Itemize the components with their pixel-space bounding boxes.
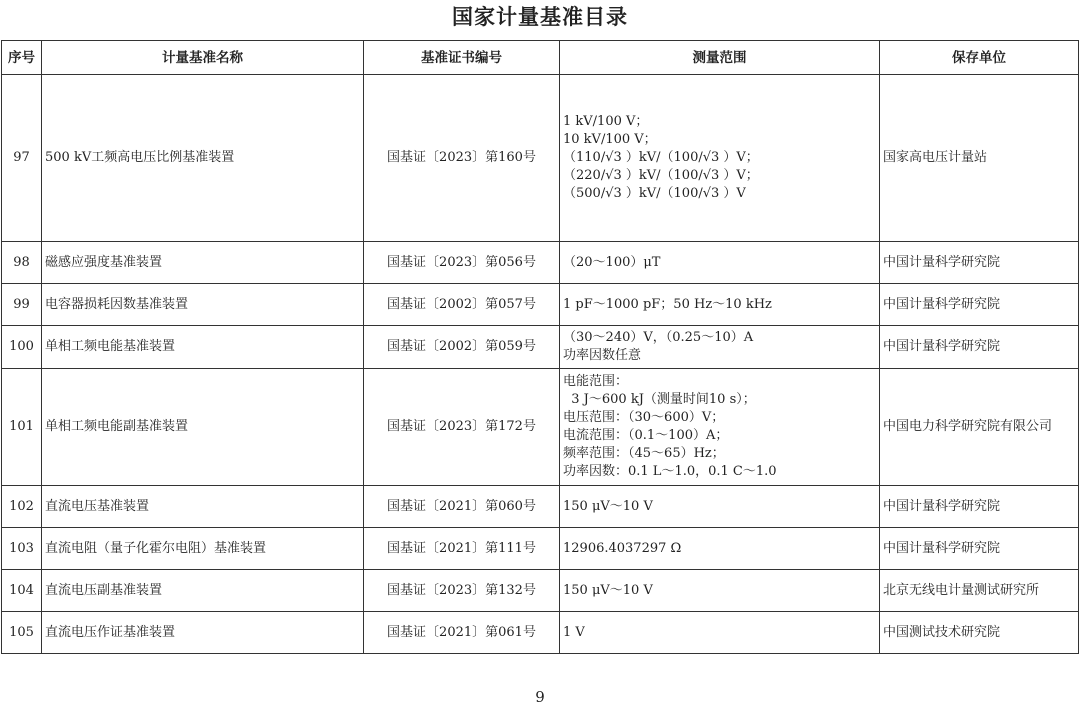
cell-certificate-no: 国基证〔2023〕第056号 [364,242,560,284]
range-line: 电压范围：（30～600）V； [563,410,725,425]
header-custodian: 保存单位 [880,41,1079,75]
cell-standard-name: 单相工频电能基准装置 [42,326,364,369]
table-row [2,242,1079,284]
header-serial-no: 序号 [2,41,42,75]
range-line: （20～100）μT [563,254,661,270]
cell-standard-name: 直流电阻（量子化霍尔电阻）基准装置 [42,528,364,570]
cell-certificate-no: 国基证〔2021〕第060号 [364,486,560,528]
cell-serial-no: 97 [2,75,42,242]
range-line: （110/√3 ）kV/（100/√3 ）V； [563,150,759,165]
range-line: 12906.4037297 Ω [563,540,682,556]
cell-standard-name: 直流电压副基准装置 [42,570,364,612]
cell-custodian: 北京无线电计量测试研究所 [880,570,1079,612]
cell-custodian: 中国计量科学研究院 [880,326,1079,369]
cell-custodian: 中国计量科学研究院 [880,486,1079,528]
range-line: 1 pF～1000 pF；50 Hz～10 kHz [563,296,772,312]
cell-standard-name: 500 kV工频高电压比例基准装置 [42,75,364,242]
cell-certificate-no: 国基证〔2023〕第172号 [364,369,560,486]
cell-certificate-no: 国基证〔2002〕第057号 [364,284,560,326]
range-line: 1 kV/100 V； [563,114,649,129]
cell-standard-name: 直流电压基准装置 [42,486,364,528]
range-line: 电流范围：（0.1～100）A； [563,428,729,443]
cell-measurement-range [560,242,880,284]
range-line: 10 kV/100 V； [563,132,657,147]
cell-measurement-range [560,75,880,242]
cell-serial-no: 102 [2,486,42,528]
table-row [2,528,1079,570]
cell-serial-no: 99 [2,284,42,326]
cell-certificate-no: 国基证〔2002〕第059号 [364,326,560,369]
cell-custodian: 中国计量科学研究院 [880,284,1079,326]
cell-certificate-no: 国基证〔2021〕第111号 [364,528,560,570]
range-line: 1 V [563,624,585,640]
cell-measurement-range [560,612,880,654]
cell-certificate-no: 国基证〔2023〕第160号 [364,75,560,242]
cell-measurement-range [560,326,880,369]
range-line: 电能范围： [563,374,629,389]
table-row [2,326,1079,369]
range-line: 频率范围：（45～65）Hz； [563,446,725,461]
page-number: 9 [535,688,545,706]
cell-custodian: 中国测试技术研究院 [880,612,1079,654]
cell-standard-name: 直流电压作证基准装置 [42,612,364,654]
range-line: 150 μV～10 V [563,582,653,598]
header-standard-name: 计量基准名称 [42,41,364,75]
range-line: 3 J～600 kJ（测量时间10 s）； [563,392,756,407]
cell-serial-no: 104 [2,570,42,612]
cell-serial-no: 105 [2,612,42,654]
header-certificate-no: 基准证书编号 [364,41,560,75]
range-line: （220/√3 ）kV/（100/√3 ）V； [563,168,759,183]
range-line: 功率因数：0.1 L～1.0，0.1 C～1.0 [563,464,777,479]
cell-measurement-range [560,369,880,486]
cell-serial-no: 103 [2,528,42,570]
range-line: （500/√3 ）kV/（100/√3 ）V [563,186,746,201]
cell-measurement-range [560,284,880,326]
range-line: 功率因数任意 [563,348,642,363]
range-line: 150 μV～10 V [563,498,653,514]
page-title: 国家计量基准目录 [452,5,628,29]
cell-custodian: 中国计量科学研究院 [880,242,1079,284]
cell-serial-no: 98 [2,242,42,284]
cell-certificate-no: 国基证〔2021〕第061号 [364,612,560,654]
cell-custodian: 中国计量科学研究院 [880,528,1079,570]
table-row [2,369,1079,486]
header-measurement-range: 测量范围 [560,41,880,75]
cell-measurement-range [560,486,880,528]
standards-table [1,40,1079,654]
table-row [2,570,1079,612]
cell-custodian: 中国电力科学研究院有限公司 [880,369,1079,486]
table-body [2,75,1079,654]
table-row [2,284,1079,326]
table-row [2,612,1079,654]
cell-standard-name: 单相工频电能副基准装置 [42,369,364,486]
cell-custodian: 国家高电压计量站 [880,75,1079,242]
cell-measurement-range [560,528,880,570]
cell-serial-no: 101 [2,369,42,486]
cell-measurement-range [560,570,880,612]
range-line: （30～240）V，（0.25～10）A [563,330,754,345]
cell-standard-name: 电容器损耗因数基准装置 [42,284,364,326]
table-header-row [2,41,1079,75]
cell-standard-name: 磁感应强度基准装置 [42,242,364,284]
table-row [2,75,1079,242]
cell-serial-no: 100 [2,326,42,369]
table-row [2,486,1079,528]
cell-certificate-no: 国基证〔2023〕第132号 [364,570,560,612]
